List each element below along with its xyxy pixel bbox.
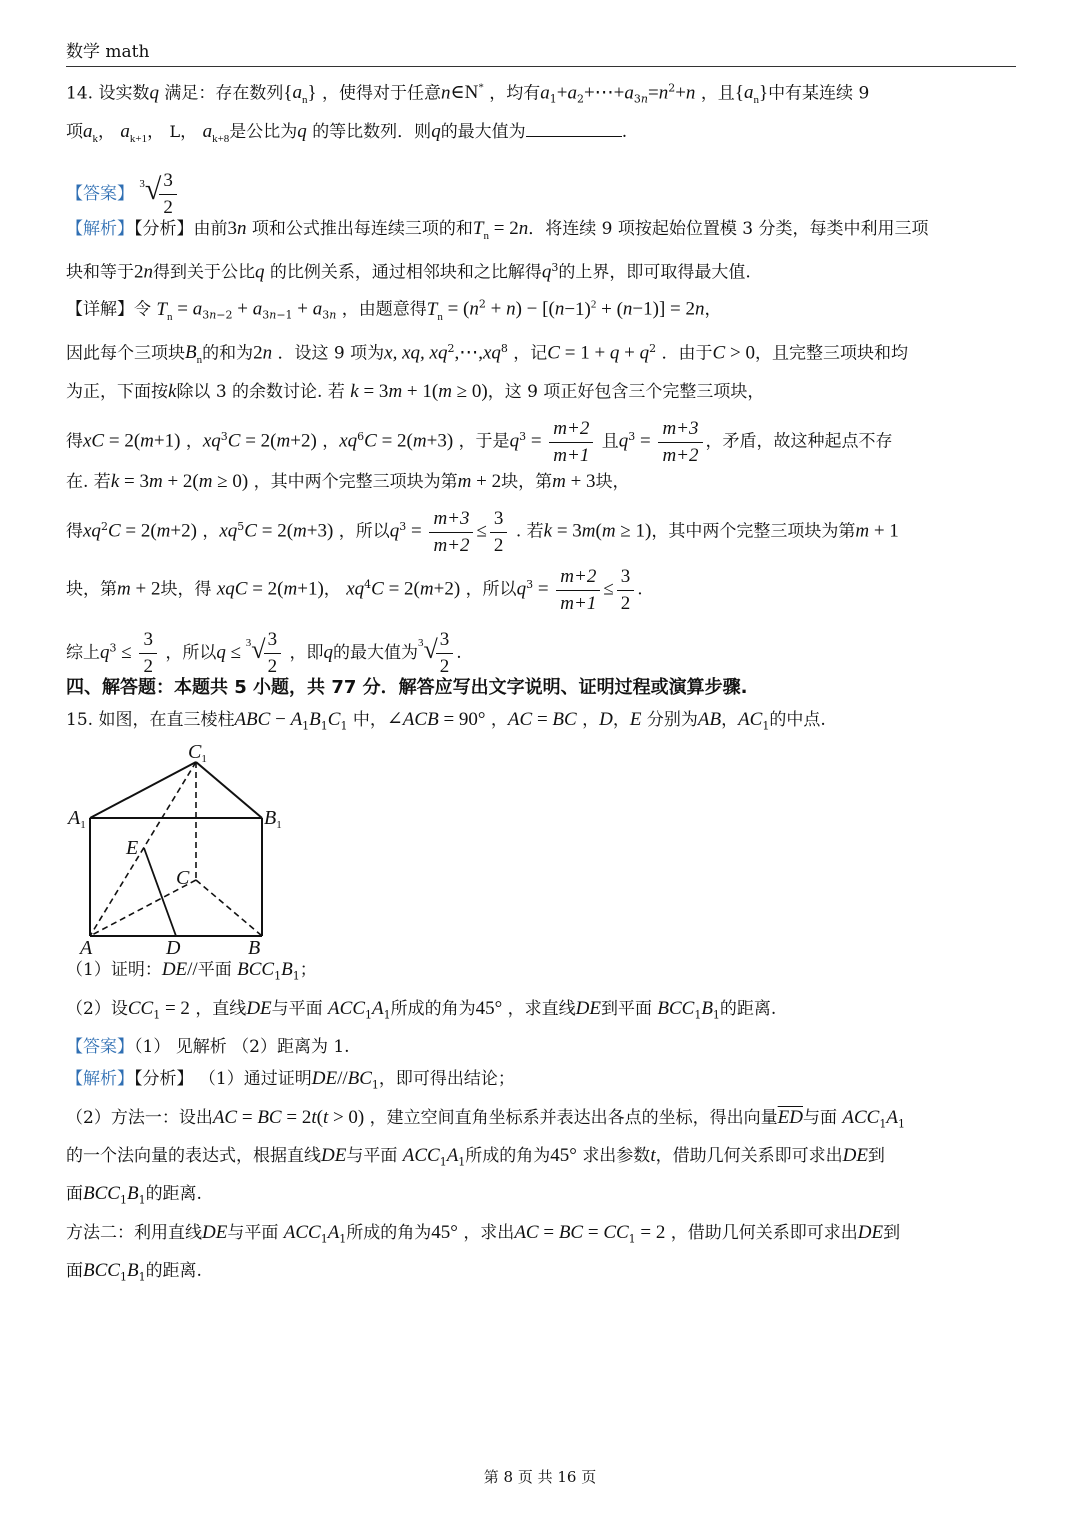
- label-A: A: [80, 937, 93, 955]
- q14-detail-line4: 得xC = 2(m+1) ，$xq^3C = 2(m+2)$ ，$xq^6C = 2(m+3)$ ，于是$q^3$ = $\frac{m+2}{m+1}$ 且$q^3$ = $\frac{m+3}{m+2}$ ，矛盾，故这种起点不存: [66, 417, 893, 466]
- label-B1: $B_1$: [264, 807, 282, 832]
- page-content: [66, 72, 1018, 1293]
- prism-diagram: [66, 744, 306, 954]
- q14-answer-label: 【答案】: [66, 183, 134, 204]
- page-header: [66, 40, 1016, 67]
- q14-detail-line3: 为正，下面按k除以 3 的余数讨论. 若 k = 3m + 1(m ≥ 0)，这 9 项正好包含三个完整三项块，: [66, 380, 765, 402]
- label-E: E: [126, 837, 139, 860]
- q15-method1-line1: （2）方法一：设出AC = BC = 2t(t > 0) ，建立空间直角坐标系并表达出各点的坐标，得出向量$\overline{ED}$与面 $ACC_1A_1$: [66, 1106, 905, 1130]
- q15-method2-line1: 方法二：利用直线DE与平面 $ACC_1A_1$所成的角为45° ，求出AC = BC = $CC_1 = 2$ ，借助几何关系即可求出DE到: [66, 1221, 901, 1246]
- label-A1: $A_1$: [68, 807, 86, 832]
- q14-detail-line2: 因此每个三项块$B_n$的和为2n ．设这 9 项为x, xq, $xq^2,\cdots,xq^8$ ，记$C = 1 + q + q^2$ ．由于C > 0，且完整三项块和均: [66, 341, 908, 366]
- q15-method1-line3: 面$BCC_1B_1$的距离.: [66, 1183, 202, 1207]
- q14-detail-line6: 得$xq^2C = 2(m+2)$ ，$xq^5C = 2(m+3)$ ，所以$q^3$ = $\frac{m+3}{m+2}$ ≤ $\frac{3}{2}$ . 若k = 3m(m ≥ 1)，其中两个完整三项块为第m + 1: [66, 507, 899, 556]
- answer-blank: [526, 118, 622, 137]
- q14-stem-line1: 14. 设实数q 满足：存在数列$\{a_n\}$ ，使得对于任意n∈N* ，均有$a_1+a_2+\cdots+a_{3n}=n^2+n$ ，且$\{a_n\}$中有某连续 9: [66, 81, 870, 107]
- label-C1: $C_1$: [188, 744, 207, 766]
- q14-detail-line5: 在. 若k = 3m + 2(m ≥ 0) ，其中两个完整三项块为第m + 2块，第m + 3块，: [66, 470, 630, 492]
- q15-method2-line2: 面$BCC_1B_1$的距离.: [66, 1260, 202, 1284]
- q14-analysis-line1: 【解析】【分析】由前3n 项和公式推出每连续三项的和$T_n = 2n$．将连续 9 项按起始位置模 3 分类，每类中利用三项: [66, 217, 929, 242]
- page-footer: 第 8 页 共 16 页: [483, 1468, 597, 1486]
- q15-stem-line: 15. 如图，在直三棱柱ABC − $A_1B_1C_1$ 中，∠ACB = 90° ，AC = BC ，D，E 分别为AB，$AC_1$的中点.: [66, 708, 826, 733]
- q14-detail-line8: 综上$q^3$ ≤ $\frac{3}{2}$ ，所以q ≤ $^3$√ $\frac{3}{2}$ ，即q的最大值为$^3$√ $\frac{3}{2}$ .: [66, 628, 462, 677]
- label-D: D: [166, 937, 181, 955]
- q14-detail-line7: 块，第m + 2块，得 xqC = 2(m+1)， $xq^4C = 2(m+2)$ ，所以$q^3$ = $\frac{m+2}{m+1}$ ≤ $\frac{3}{2}$ .: [66, 565, 643, 614]
- label-B: B: [248, 937, 261, 955]
- header-subject: 数学 math: [66, 42, 150, 62]
- q14-stem-line2: 项$a_k$， $a_{k+1}$， L， $a_{k+8}$是公比为q 的等比数列．则q的最大值为 .: [66, 116, 1018, 155]
- q14-answer-line: 【答案】 $^3$√ $\frac{3}{2}$: [66, 155, 1018, 213]
- q14-detail-line1: 【详解】令 $T_n = a_{3n-2} + a_{3n-1} + a_{3n}$ ，由题意得$T_n = (n^2 + n) - [(n-1)^2 + (n-1)] = 2n$，: [66, 298, 722, 323]
- section-title: 四、解答题：本题共 5 小题，共 77 分．解答应写出文字说明、证明过程或演算步骤.: [66, 676, 748, 698]
- q14-analysis-line2: 块和等于2n得到关于公比q 的比例关系，通过相邻块和之比解得$q^3$的上界，即可取得最大值.: [66, 260, 751, 283]
- prism-figure: [66, 744, 306, 954]
- q15-answer: 【答案】（1） 见解析 （2）距离为 1.: [66, 1037, 350, 1058]
- q15-method1-line2: 的一个法向量的表达式，根据直线DE与平面 $ACC_1A_1$所成的角为45° 求出参数t，借助几何关系即可求出DE到: [66, 1144, 885, 1169]
- q15-part1: （1）证明：DE//平面 $BCC_1B_1$；: [66, 959, 317, 983]
- q15-analysis-1: 【解析】【分析】 （1）通过证明$DE//BC_1$，即可得出结论；: [66, 1068, 515, 1092]
- q15-part2: （2）设$CC_1 = 2$ ，直线DE与平面 $ACC_1A_1$所成的角为45° ，求直线DE到平面 $BCC_1B_1$的距离.: [66, 997, 777, 1022]
- label-C: C: [176, 867, 190, 890]
